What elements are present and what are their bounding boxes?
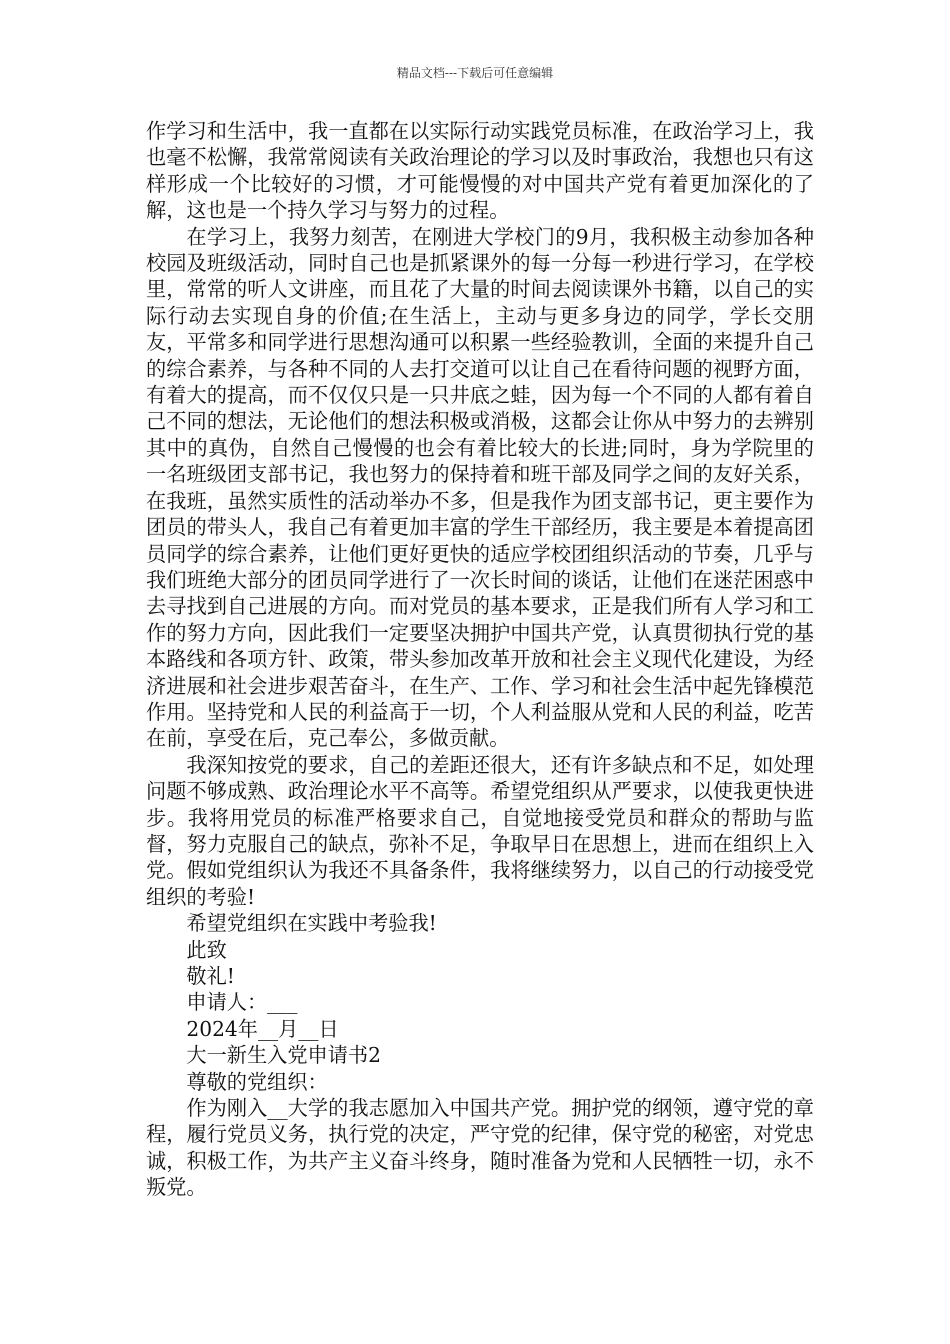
document-body: [146, 118, 814, 1201]
section-title: 大一新生入党申请书2: [186, 1043, 381, 1068]
paragraph-shortcomings: 我深知按党的要求，自己的差距还很大，还有许多缺点和不足，如处理问题不够成熟、政治理论水平不高等。希望党组织从严要求，以使我更快进步。我将用党员的标准严格要求自己，自觉地接受党员和群众的帮助与监督，努力克服自己的缺点，弥补不足，争取早日在思想上，进而在组织上入党。假如党组织认为我还不具备条件，我将继续努力，以自己的行动接受党组织的考验!: [146, 752, 814, 909]
page-header: 精品文档---下载后可任意编辑: [396, 66, 554, 80]
line-hope: 希望党组织在实践中考验我!: [186, 911, 437, 936]
paragraph-pledge: 作为刚入__大学的我志愿加入中国共产党。拥护党的纲领，遵守党的章程，履行党员义务，执行党的决定，严守党的纪律，保守党的秘密，对党忠诚，积极工作，为共产主义奋斗终身，随时准备为党和人民牺牲一切，永不叛党。: [146, 1096, 814, 1200]
paragraph-study-life: 在学习上，我努力刻苦，在刚进大学校门的9月，我积极主动参加各种校园及班级活动，同时自己也是抓紧课外的每一分每一秒进行学习，在学校里，常常的听人文讲座，而且花了大量的时间去阅读课外书籍，以自己的实际行动去实现自身的价值;在生活上，主动与更多身边的同学，学长交朋友，平常多和同学进行思想沟通可以积累一些经验教训，全面的来提升自己的综合素养，与各种不同的人去打交道可以让自己在看待问题的视野方面，有着大的提高，而不仅仅只是一只井底之蛙，因为每一个不同的人都有着自己不同的想法，无论他们的想法积极或消极，这都会让你从中努力的去辨别其中的真伪，自然自己慢慢的也会有着比较大的长进;同时，身为学院里的一名班级团支部书记，我也努力的保持着和班干部及同学之间的友好关系，在我班，虽然实质性的活动举办不多，但是我作为团支部书记，更主要作为团员的带头人，我自己有着更加丰富的学生干部经历，我主要是本着提高团员同学的综合素养，让他们更好更快的适应学校团组织活动的节奏，几乎与我们班绝大部分的团员同学进行了一次长时间的谈话，让他们在迷茫困惑中去寻找到自己进展的方向。而对党员的基本要求，正是我们所有人学习和工作的努力方向，因此我们一定要坚决拥护中国共产党，认真贯彻执行党的基本路线和各项方针、政策，带头参加改革开放和社会主义现代化建设，为经济进展和社会进步艰苦奋斗，在生产、工作、学习和社会生活中起先锋模范作用。坚持党和人民的利益高于一切，个人利益服从党和人民的利益，吃苦在前，享受在后，克己奉公，多做贡献。: [146, 224, 814, 751]
line-date: 2024年__月__日: [186, 1016, 339, 1041]
line-regards: 敬礼!: [186, 964, 235, 988]
line-applicant: 申请人：___: [186, 990, 298, 1015]
line-salutation: 此致: [186, 937, 227, 962]
paragraph-continuation: 作学习和生活中，我一直都在以实际行动实践党员标准，在政治学习上，我也毫不松懈，我常常阅读有关政治理论的学习以及时事政治，我想也只有这样形成一个比较好的习惯，才可能慢慢的对中国共产党有着更加深化的了解，这也是一个持久学习与努力的过程。: [146, 119, 814, 223]
line-greeting: 尊敬的党组织：: [186, 1069, 328, 1094]
